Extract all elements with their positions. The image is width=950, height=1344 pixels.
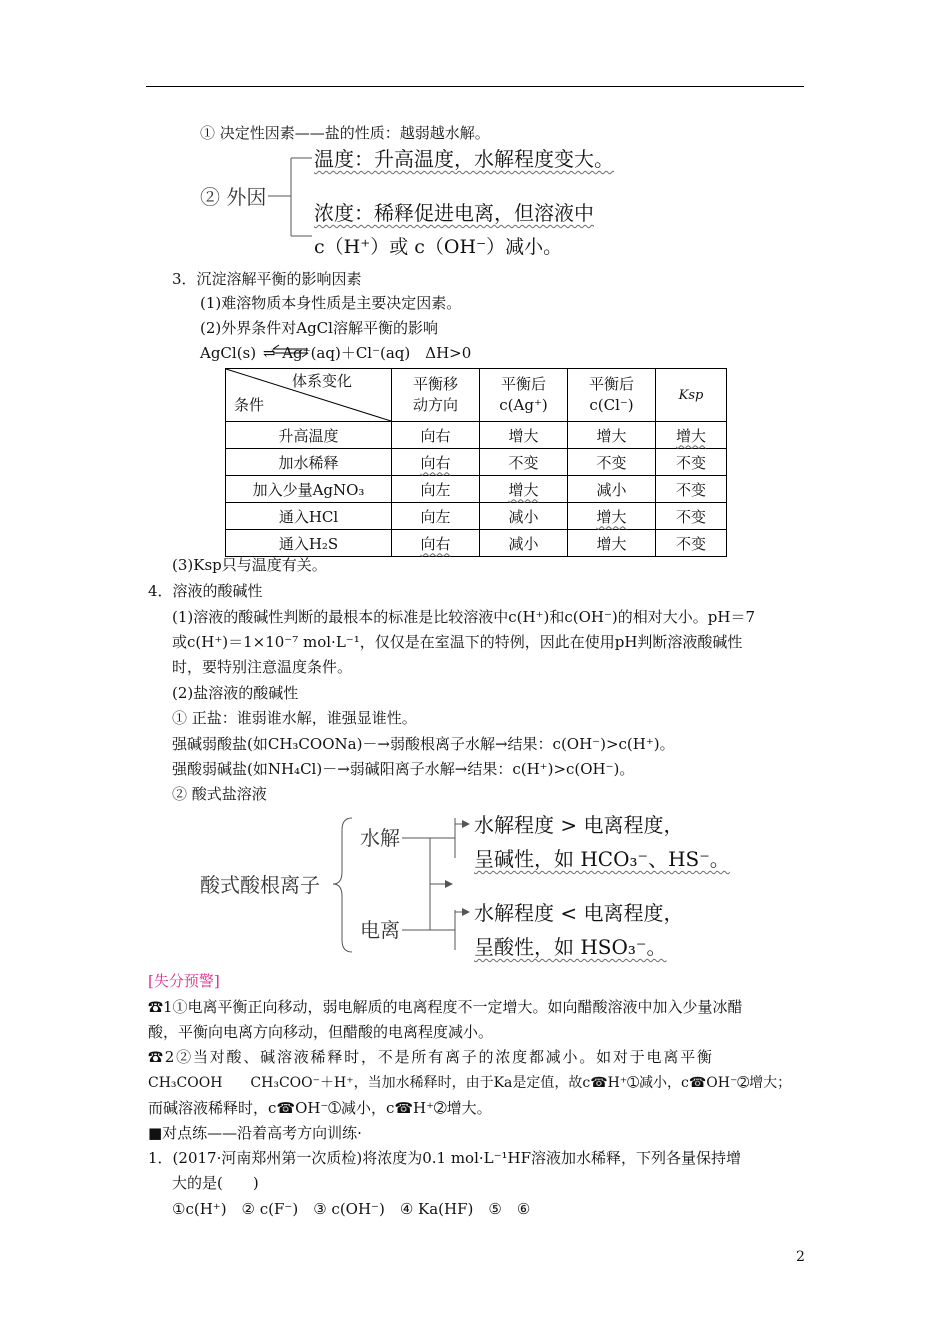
section3-p1: (1)难溶物质本身性质是主要决定因素。	[200, 294, 462, 312]
warning2-line3: 而碱溶液稀释时，c☎OH⁻➀减小，c☎H⁺➁增大。	[148, 1099, 492, 1117]
table-row	[226, 449, 727, 476]
section4-p1-line2: 或c(H⁺)＝1×10⁻⁷ mol·L⁻¹，仅仅是在室温下的特例，因此在使用pH判断溶液酸碱性	[172, 633, 743, 651]
table-cell: 减小	[480, 503, 568, 530]
table-cell	[392, 449, 480, 476]
table-cell-text: 增大	[508, 480, 539, 499]
table-cell: 通入H₂S	[226, 530, 392, 557]
question1-line1: 1．(2017·河南郑州第一次质检)将浓度为0.1 mol·L⁻¹HF溶液加水稀释，下列各量保持增	[148, 1149, 742, 1167]
table-cell-text: 增大	[596, 507, 627, 526]
header-line: c(Cl⁻)	[589, 396, 634, 414]
header-diagonal-cell	[226, 369, 392, 422]
external-factor-label: ② 外因	[200, 185, 267, 209]
table-cell: 增大	[480, 422, 568, 449]
table-cell	[480, 476, 568, 503]
warning-title: [失分预警]	[148, 972, 220, 990]
header-line: Ksp	[678, 387, 704, 403]
branch1-line2	[474, 846, 730, 872]
strong-base-weak-acid-salt: 强碱弱酸盐(如CH₃COONa)－→弱酸根离子水解→结果：c(OH⁻)>c(H⁺)。	[172, 735, 675, 753]
normal-salt-rule: ① 正盐：谁弱谁水解，谁强显谁性。	[172, 709, 417, 727]
section3-p2: (2)外界条件对AgCl溶解平衡的影响	[200, 319, 438, 337]
question1-options: ①c(H⁺) ② c(F⁻) ③ c(OH⁻) ④ Ka(HF) ⑤ ⑥	[172, 1200, 531, 1218]
section4-p1-line1: (1)溶液的酸碱性判断的最根本的标准是比较溶液中c(H⁺)和c(OH⁻)的相对大小。pH＝7	[172, 608, 755, 626]
header-line: 平衡后	[588, 375, 634, 393]
table-cell: 加水稀释	[226, 449, 392, 476]
section4-p1-line3: 时，要特别注意温度条件。	[172, 658, 353, 676]
section4-heading: 4．溶液的酸碱性	[148, 582, 263, 600]
table-row	[226, 476, 727, 503]
table-cell: 不变	[480, 449, 568, 476]
table-row	[226, 503, 727, 530]
temperature-effect	[314, 146, 614, 172]
warning2-line2: CH₃COOH CH₃COO⁻＋H⁺，当加水稀释时，由于Ka是定值，故c☎H⁺➀减小，c☎OH⁻➁增大；	[148, 1075, 792, 1091]
table-cell	[568, 503, 656, 530]
concentration-text: 浓度：稀释促进电离，但溶液中	[314, 201, 594, 225]
section4-p2: (2)盐溶液的酸碱性	[172, 684, 299, 702]
table-cell: 不变	[656, 503, 727, 530]
header-line: 平衡移	[412, 375, 458, 393]
table-cell: 不变	[568, 449, 656, 476]
warning1-line1: ☎1➀电离平衡正向移动，弱电解质的电离程度不一定增大。如向醋酸溶液中加入少量冰醋	[148, 998, 743, 1016]
header-direction	[392, 369, 480, 422]
table-cell: 不变	[656, 530, 727, 557]
branch2-text: 呈酸性，如 HSO₃⁻。	[474, 935, 667, 959]
warning1-line2: 酸，平衡向电离方向移动，但醋酸的电离程度减小。	[148, 1023, 494, 1041]
header-diag-top: 体系变化	[292, 372, 353, 390]
section3-p3: (3)Ksp只与温度有关。	[172, 556, 327, 574]
table-cell: 增大	[568, 422, 656, 449]
branch1-line1: 水解程度 > 电离程度，	[474, 813, 684, 837]
table-cell	[656, 422, 727, 449]
header-line: c(Ag⁺)	[499, 396, 548, 414]
page-number: 2	[796, 1249, 805, 1265]
table-cell: 不变	[656, 476, 727, 503]
table-cell: 减小	[480, 530, 568, 557]
decisive-factor: ① 决定性因素——盐的性质：越弱越水解。	[200, 124, 490, 142]
dissolution-equation: AgCl(s) ⇌ Ag⁺(aq)＋Cl⁻(aq) ΔH>0	[200, 344, 472, 362]
branch1-text: 呈碱性，如 HCO₃⁻、HS⁻。	[474, 847, 730, 871]
diagram-ionization: 电离	[360, 918, 400, 942]
agcl-equilibrium-table	[225, 368, 727, 557]
table-cell: 向左	[392, 503, 480, 530]
header-diag-bottom: 条件	[234, 396, 265, 414]
diagram-hydrolysis: 水解	[360, 826, 400, 850]
concentration-effect-line1	[314, 200, 594, 226]
question1-line2: 大的是( )	[172, 1174, 259, 1192]
table-header-row	[226, 369, 727, 422]
table-cell-text: 向右	[420, 534, 451, 553]
table-cell-text: 向右	[420, 453, 451, 472]
table-cell: 通入HCl	[226, 503, 392, 530]
concentration-effect-line2: c（H⁺）或 c（OH⁻）减小。	[314, 236, 563, 258]
header-line: 平衡后	[500, 375, 546, 393]
table-cell: 向右	[392, 422, 480, 449]
header-line: 动方向	[412, 396, 458, 414]
temperature-text: 温度：升高温度，水解程度变大。	[314, 147, 614, 171]
table-cell: 增大	[568, 530, 656, 557]
branch2-line2	[474, 934, 666, 960]
header-ksp	[656, 369, 727, 422]
table-row	[226, 530, 727, 557]
table-cell: 不变	[656, 449, 727, 476]
table-cell: 加入少量AgNO₃	[226, 476, 392, 503]
table-cell: 减小	[568, 476, 656, 503]
header-c-cl	[568, 369, 656, 422]
acid-salt-heading: ② 酸式盐溶液	[172, 785, 267, 803]
section3-heading: 3．沉淀溶解平衡的影响因素	[172, 270, 362, 288]
practice-title: ■对点练——沿着高考方向训练·	[148, 1124, 362, 1142]
warning2-line1: ☎2➁当对酸、碱溶液稀释时，不是所有离子的浓度都减小。如对于电离平衡	[148, 1048, 714, 1066]
table-cell: 升高温度	[226, 422, 392, 449]
diagram-root: 酸式酸根离子	[200, 873, 320, 897]
strong-acid-weak-base-salt: 强酸弱碱盐(如NH₄Cl)－→弱碱阳离子水解→结果：c(H⁺)>c(OH⁻)。	[172, 760, 635, 778]
header-c-ag	[480, 369, 568, 422]
table-row	[226, 422, 727, 449]
table-cell	[392, 530, 480, 557]
table-cell-text: 增大	[675, 426, 706, 445]
table-cell: 向左	[392, 476, 480, 503]
branch2-line1: 水解程度 < 电离程度，	[474, 901, 684, 925]
